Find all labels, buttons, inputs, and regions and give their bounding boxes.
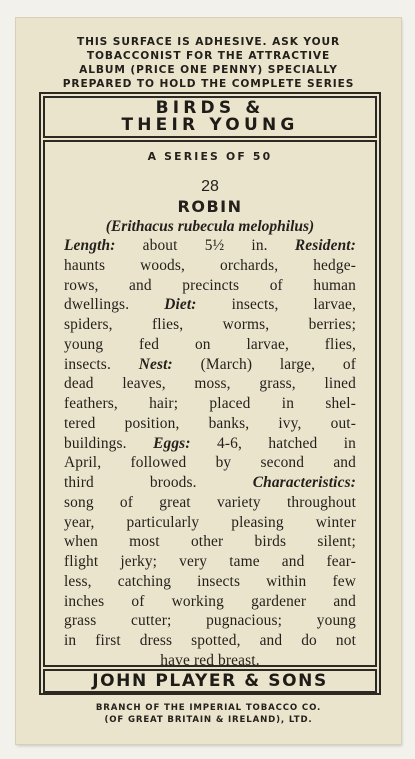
description-line: year, particularly pleasing winter [64,513,356,531]
description-line: rows, and precincts of human [64,276,356,294]
notice-line: TOBACCONIST FOR THE ATTRACTIVE [86,50,331,62]
latin-name: (Erithacus rubecula melophilus) [105,218,315,235]
description-line: song of great variety throughout [64,493,356,511]
description-line: when most other birds silent; [64,533,356,551]
description-line: in first dress spotted, and do not [64,632,356,649]
description-line: tered position, banks, ivy, out- [64,414,356,432]
notice-line: PREPARED TO HOLD THE COMPLETE SERIES [62,78,355,90]
eggs-label: Eggs: [153,434,191,452]
description-line: insects. [64,355,111,373]
characteristics-label: Characteristics: [252,474,356,491]
description-line: dwellings. [64,296,130,314]
bird-name: ROBIN [177,197,243,216]
diet-label: Diet: [164,296,197,314]
description-line: young fed on larvae, flies, [64,335,356,353]
description-line: dead leaves, moss, grass, lined [64,375,356,393]
adhesive-notice [36,35,381,91]
series-count: A SERIES OF 50 [147,150,273,163]
cigarette-card-back [16,18,401,744]
company-line: (OF GREAT BRITAIN & IRELAND), LTD. [104,714,313,725]
description-line: third broods. [64,474,197,491]
notice-line: ALBUM (PRICE ONE PENNY) SPECIALLY [79,64,338,76]
title-box [43,96,377,138]
eggs-value: 4-6, hatched in [217,434,357,452]
description-line: grass cutter; pugnacious; young [64,612,356,630]
description-line: inches of working gardener and [64,592,356,610]
card-number: 28 [201,178,219,195]
description-line: have red breast. [160,651,260,669]
company-notice [36,703,381,726]
nest-label: Nest: [138,355,173,373]
description-line: April, followed by second and [64,454,356,472]
diet-value: insects, larvae, [231,296,356,314]
length-label: Length: [64,237,116,254]
notice-line: THIS SURFACE IS ADHESIVE. ASK YOUR [76,36,341,48]
series-title-line-1: BIRDS & [155,98,265,118]
company-line: BRANCH OF THE IMPERIAL TOBACCO CO. [95,703,322,713]
resident-label: Resident: [294,237,357,254]
length-value: about 5½ in. [142,237,268,254]
nest-value: (March) large, of [200,355,357,373]
description-line: spiders, flies, worms, berries; [64,316,356,333]
description-line: feathers, hair; placed in shel- [64,395,356,412]
maker-name: JOHN PLAYER & SONS [43,669,377,693]
description-line: less, catching insects within few [64,572,356,590]
series-title-line-2: THEIR YOUNG [121,115,299,135]
description-line: flight jerky; very tame and fear- [64,553,356,570]
bird-description [64,236,356,671]
card-frame [39,92,381,695]
description-line: buildings. [64,434,127,452]
description-line: haunts woods, orchards, hedge- [64,256,356,274]
description-box [43,140,377,667]
